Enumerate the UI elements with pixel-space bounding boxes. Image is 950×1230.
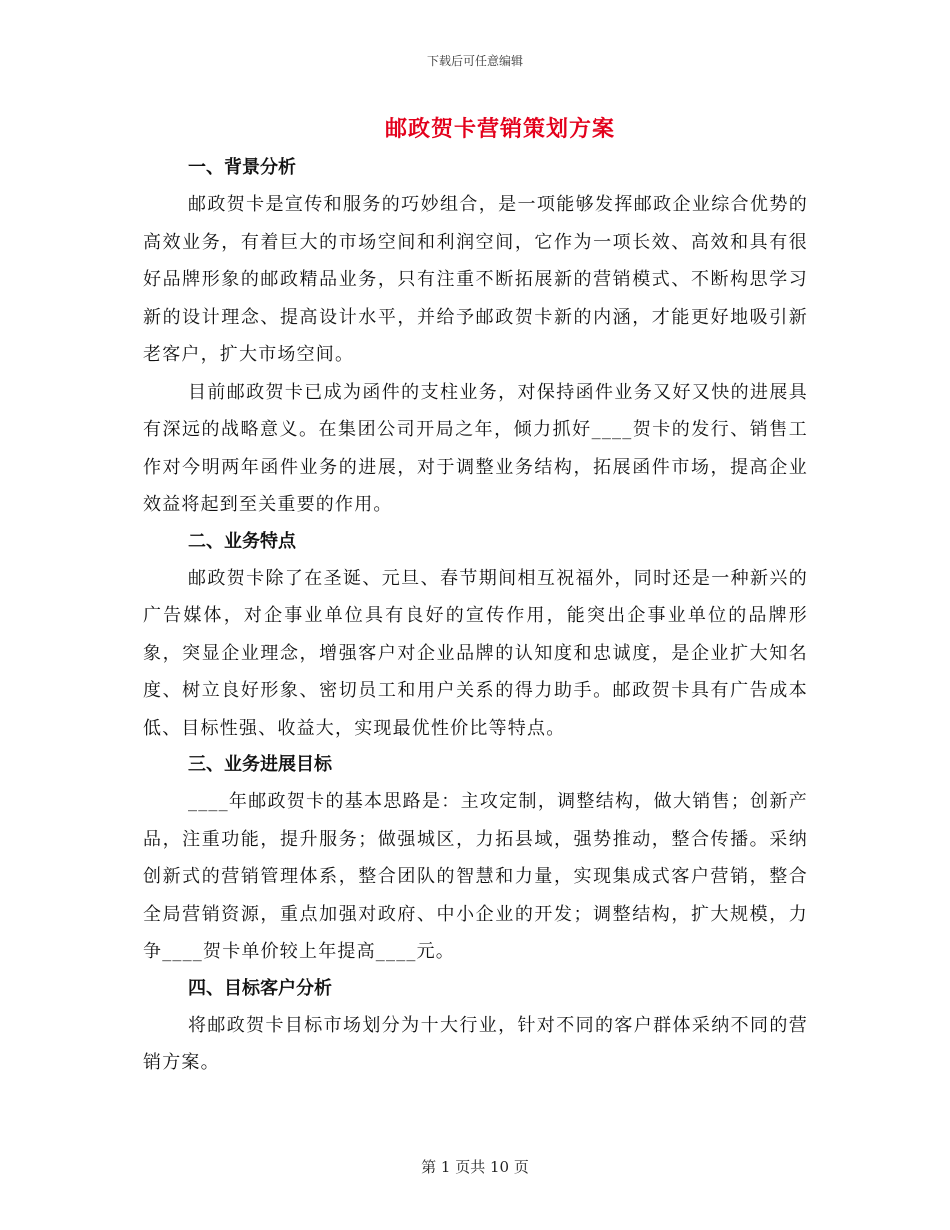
section-heading: 一、背景分析 <box>188 157 296 178</box>
document-title: 邮政贺卡营销策划方案 <box>384 116 615 142</box>
paragraph: 目前邮政贺卡已成为函件的支柱业务，对保持函件业务又好又快的进展具有深远的战略意义。在集团公司开局之年，倾力抓好____贺卡的发行、销售工作对今明两年函件业务的进展，对于调整业务结构，拓展函件市场，提高企业效益将起到至关重要的作用。 <box>143 381 808 515</box>
paragraph: 邮政贺卡除了在圣诞、元旦、春节期间相互祝福外，同时还是一种新兴的广告媒体，对企事业单位具有良好的宣传作用，能突出企事业单位的品牌形象，突显企业理念，增强客户对企业品牌的认知度和忠诚度，是企业扩大知名度、树立良好形象、密切员工和用户关系的得力助手。邮政贺卡具有广告成本低、目标性强、收益大，实现最优性价比等特点。 <box>143 567 808 739</box>
section-heading: 二、业务特点 <box>188 530 296 552</box>
page-header: 下载后可任意编辑 <box>426 54 523 68</box>
section-heading: 四、目标客户分析 <box>188 977 332 999</box>
page-footer: 第 1 页共 10 页 <box>421 1158 529 1176</box>
section-heading: 三、业务进展目标 <box>188 754 332 775</box>
document-body <box>143 150 808 1082</box>
paragraph: 邮政贺卡是宣传和服务的巧妙组合，是一项能够发挥邮政企业综合优势的高效业务，有着巨大的市场空间和利润空间，它作为一项长效、高效和具有很好品牌形象的邮政精品业务，只有注重不断拓展新的营销模式、不断构思学习新的设计理念、提高设计水平，并给予邮政贺卡新的内涵，才能更好地吸引新老客户，扩大市场空间。 <box>143 194 808 365</box>
paragraph: 将邮政贺卡目标市场划分为十大行业，针对不同的客户群体采纳不同的营销方案。 <box>143 1014 808 1073</box>
paragraph: ____年邮政贺卡的基本思路是：主攻定制，调整结构，做大销售；创新产品，注重功能，提升服务；做强城区，力拓县域，强势推动，整合传播。采纳创新式的营销管理体系，整合团队的智慧和力量，实现集成式客户营销，整合全局营销资源，重点加强对政府、中小企业的开发；调整结构，扩大规模，力争____贺卡单价较上年提高____元。 <box>143 791 808 962</box>
